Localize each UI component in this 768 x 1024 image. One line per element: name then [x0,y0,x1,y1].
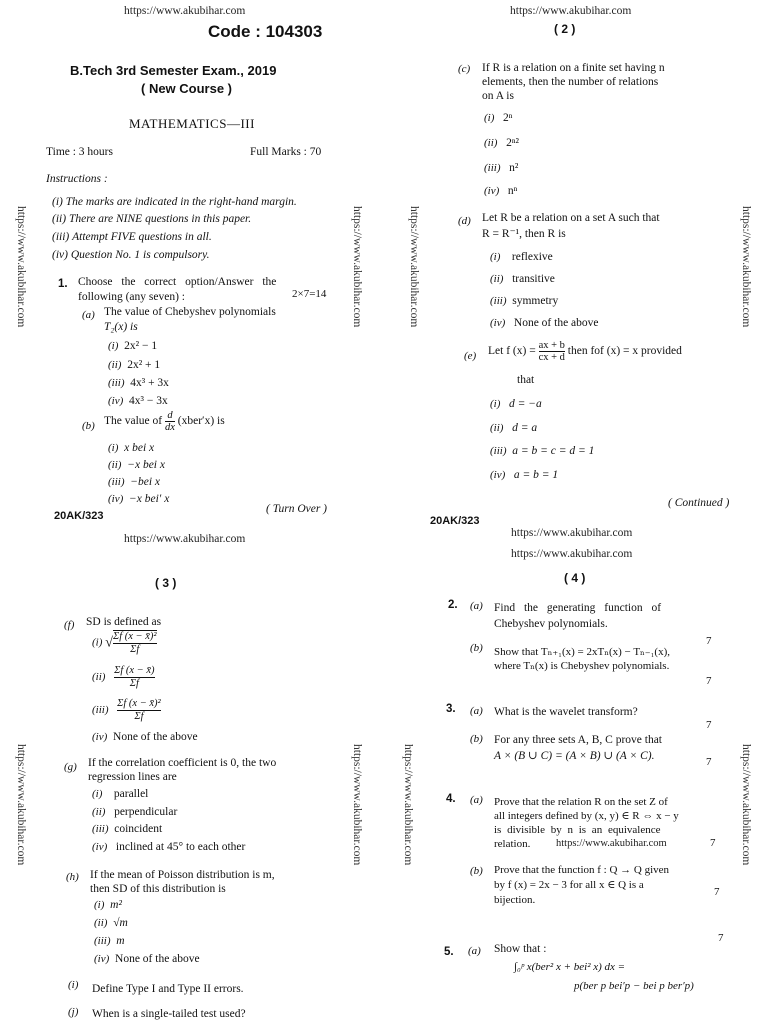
question-text: Choose the correct option/Answer the [78,276,277,288]
subquestion-text: If the mean of Poisson distribution is m, [90,869,275,881]
subquestion-text: then SD of this distribution is [90,883,226,895]
subquestion-text: When is a single-tailed test used? [92,1008,246,1020]
option-item: (ii) 2ⁿ² [484,137,519,149]
exam-time: Time : 3 hours [46,146,113,158]
option-item: (ii) −x bei x [108,459,165,471]
subquestion-text: by f (x) = 2x − 3 for all x ∈ Q is a [494,879,644,891]
option-item: (iv) −x bei′ x [108,493,170,505]
question-number: 4. [446,793,456,805]
option-item: (i) d = −a [490,398,542,410]
subquestion-text: elements, then the number of relations [482,76,659,88]
question-marks: 7 [706,675,712,687]
subquestion-text: If R is a relation on a finite set having n [482,62,665,74]
subquestion-text: What is the wavelet transform? [494,706,638,718]
turn-over-note: ( Turn Over ) [266,503,328,515]
site-url: https://www.akubihar.com [511,548,633,560]
subquestion-text: all integers defined by (x, y) ∈ R ⇔ x − y [494,810,679,822]
vertical-site-url: https://www.akubihar.com [402,744,414,866]
option-item: (iv) None of the above [490,317,599,329]
option-item: (iv) None of the above [94,953,200,965]
question-number: 2. [448,599,458,611]
site-url: https://www.akubihar.com [556,838,667,849]
subquestion-text: on A is [482,90,514,102]
vertical-site-url: https://www.akubihar.com [740,206,752,328]
option-item: (iv) nⁿ [484,185,518,197]
question-marks: 7 [710,837,716,849]
subquestion-text: R = R⁻¹, then R is [482,228,566,240]
subquestion-text: Prove that the function f : Q → Q given [494,864,670,876]
subquestion-text: For any three sets A, B, C prove that [494,734,663,746]
page-1 [0,0,384,522]
option-item: (i) √ $\frac{\text{Σf (x − x̄)²}}{\Sigma f}$ [92,631,157,655]
page-number: ( 3 ) [155,576,177,590]
question-number: 3. [446,703,456,715]
option-item: (ii) perpendicular [92,806,178,818]
subquestion-text: If the correlation coefficient is 0, the two [88,757,277,769]
page-number: ( 2 ) [554,22,576,36]
subquestion-text: Let f (x) = $\frac{ax + b}{cx + d}$ then fof (x) = x provided [488,340,682,363]
option-item: (iii) m [94,935,125,947]
option-item: (iii) −bei x [108,476,161,488]
site-url: https://www.akubihar.com [124,533,246,545]
page-2 [384,0,768,527]
option-item: (ii) √m [94,917,128,929]
option-item: (ii) d = a [490,422,538,434]
subquestion-label: (a) [470,705,483,717]
option-item: (iii) n² [484,162,519,174]
subquestion-text: regression lines are [88,771,177,783]
option-item: (i) x bei x [108,442,155,454]
subject-title: MATHEMATICS—III [129,116,255,131]
option-item: (ii) $\frac{\Sigma f (x - x̄)}{\Sigma f}$ [92,665,155,689]
option-item: (iv) inclined at 45° to each other [92,841,246,853]
option-item: (iii) $\frac{\text{Σf (x − x̄)²}}{\Sigma f}$ [92,698,161,722]
option-item: (iii) a = b = c = d = 1 [490,445,595,457]
vertical-site-url: https://www.akubihar.com [15,744,27,866]
subquestion-text: Show that Tₙ₊₁(x) = 2xTₙ(x) − Tₙ₋₁(x), [494,646,671,658]
instruction-item: (iv) Question No. 1 is compulsory. [52,249,210,261]
question-marks: 7 [706,635,712,647]
subquestion-label: (b) [470,733,483,745]
subquestion-text: SD is defined as [86,616,162,628]
subquestion-text: Let R be a relation on a set A such that [482,212,660,224]
option-item: (i) m² [94,899,122,911]
subquestion-label: (b) [470,865,483,877]
exam-title: B.Tech 3rd Semester Exam., 2019 [70,63,277,78]
full-marks: Full Marks : 70 [250,146,322,158]
subquestion-label: (f) [64,619,75,631]
subquestion-label: (a) [468,945,481,957]
subquestion-text: relation. [494,838,531,850]
question-marks: 7 [714,886,720,898]
subquestion-label: (g) [64,761,77,773]
page-4 [384,512,768,1024]
site-url: https://www.akubihar.com [124,5,246,17]
option-item: (iv) None of the above [92,731,198,743]
option-item: (iii) 4x³ + 3x [108,377,169,389]
instruction-item: (ii) There are NINE questions in this paper. [52,213,252,225]
site-url: https://www.akubihar.com [511,527,633,539]
question-marks: 7 [706,719,712,731]
vertical-site-url: https://www.akubihar.com [740,744,752,866]
question-number: 1. [58,278,68,290]
subquestion-label: (e) [464,350,477,362]
formula-rhs: p(ber p bei′p − bei p ber′p) [574,980,694,992]
footer-code: 20AK/323 [54,510,104,522]
option-item: (iv) a = b = 1 [490,469,559,481]
vertical-site-url: https://www.akubihar.com [351,206,363,328]
option-item: (ii) transitive [490,273,555,285]
subquestion-text: is divisible by n is an equivalence [494,824,661,836]
option-item: (i) reflexive [490,251,553,263]
subquestion-text: Prove that the relation R on the set Z of [494,796,668,808]
option-item: (i) parallel [92,788,149,800]
subquestion-text: The value of $\frac{d}{dx}$ (xber′x) is [104,410,225,433]
subquestion-text: The value of Chebyshev polynomials [104,306,276,318]
vertical-site-url: https://www.akubihar.com [351,744,363,866]
option-item: (i) 2x² − 1 [108,340,158,352]
subquestion-label: (c) [458,63,471,75]
instruction-item: (i) The marks are indicated in the right-hand margin. [52,196,297,208]
subquestion-text: bijection. [494,894,536,906]
subquestion-label: (j) [68,1006,79,1018]
footer-code: 20AK/323 [430,515,480,527]
subquestion-text: T₂(x) is [104,321,138,333]
vertical-site-url: https://www.akubihar.com [408,206,420,328]
subquestion-label: (a) [470,600,483,612]
subquestion-text: that [517,374,535,386]
subquestion-text: Define Type I and Type II errors. [92,983,244,995]
continued-note: ( Continued ) [668,497,730,509]
page-number: ( 4 ) [564,571,586,585]
subquestion-text: where Tₙ(x) is Chebyshev polynomials. [494,660,670,672]
subquestion-label: (d) [458,215,471,227]
option-item: (iii) coincident [92,823,163,835]
subquestion-label: (b) [82,420,95,432]
subquestion-label: (b) [470,642,483,654]
subquestion-text: Find the generating function of [494,602,662,614]
formula-lhs: ∫₀ᵖ x(ber² x + bei² x) dx = [514,961,626,973]
subquestion-text: A × (B ∪ C) = (A × B) ∪ (A × C). [494,750,655,762]
question-marks: 2×7=14 [292,288,327,300]
subquestion-label: (a) [82,309,95,321]
instructions-heading: Instructions : [46,173,108,185]
subquestion-label: (h) [66,871,79,883]
question-text: following (any seven) : [78,291,185,303]
option-item: (ii) 2x² + 1 [108,359,161,371]
question-number: 5. [444,946,454,958]
subquestion-text: Show that : [494,943,547,955]
subquestion-label: (i) [68,979,79,991]
question-marks: 7 [706,756,712,768]
option-item: (iv) 4x³ − 3x [108,395,168,407]
subquestion-label: (a) [470,794,483,806]
instruction-item: (iii) Attempt FIVE questions in all. [52,231,212,243]
question-marks: 7 [718,932,724,944]
option-item: (iii) symmetry [490,295,559,307]
option-item: (i) 2ⁿ [484,112,513,124]
paper-code: Code : 104303 [208,22,323,41]
page-3 [0,512,384,1024]
site-url: https://www.akubihar.com [510,5,632,17]
vertical-site-url: https://www.akubihar.com [15,206,27,328]
subquestion-text: Chebyshev polynomials. [494,618,608,630]
course-label: ( New Course ) [141,81,233,96]
